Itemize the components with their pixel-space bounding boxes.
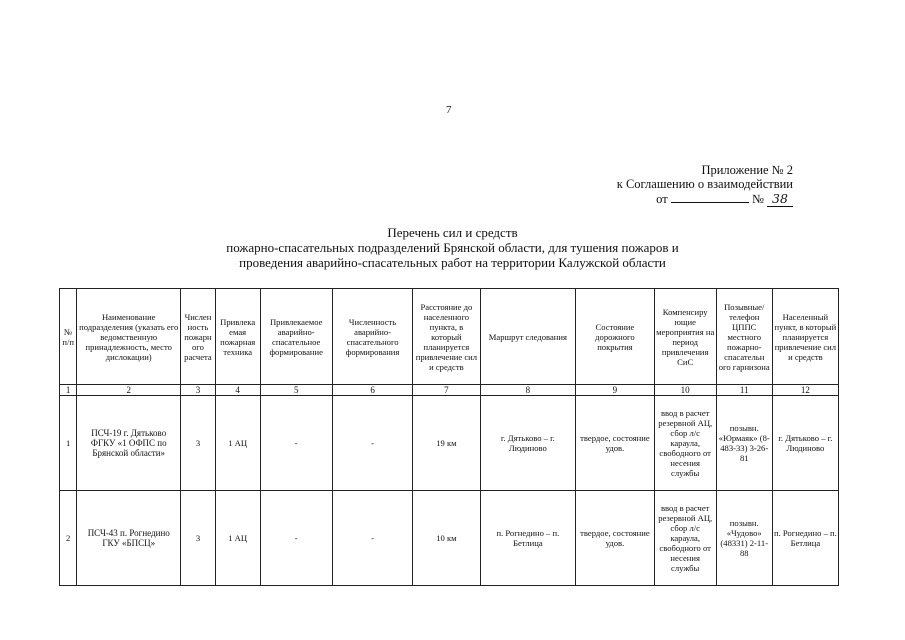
appendix-number-sign: №: [751, 192, 764, 206]
cell-settlement: г. Дятьково – г. Людиново: [772, 396, 838, 491]
cell-equipment: 1 АЦ: [215, 396, 260, 491]
column-number: 6: [332, 385, 412, 396]
cell-route: г. Дятьково – г. Людиново: [480, 396, 576, 491]
header-cell: Расстояние до населенного пункта, в который планируется привлечение сил и средств: [413, 289, 480, 385]
cell-distance: 10 км: [413, 491, 480, 586]
header-cell: Позывные/ телефон ЦППС местного пожарно-спасательн ого гарнизона: [716, 289, 772, 385]
cell-callsign: позывн. «Чудово» (48331) 2-11-88: [716, 491, 772, 586]
title-line-2: пожарно-спасательных подразделений Брянской области, для тушения пожаров и: [226, 240, 679, 255]
cell-crew: 3: [181, 491, 216, 586]
column-number: 8: [480, 385, 576, 396]
title-line-3: проведения аварийно-спасательных работ на территории Калужской области: [239, 255, 666, 270]
cell-crew: 3: [181, 396, 216, 491]
table-header-row: [60, 289, 839, 385]
cell-road: твердое, состояние удов.: [576, 396, 654, 491]
table-row: [60, 396, 839, 491]
header-cell: Маршрут следования: [480, 289, 576, 385]
cell-compensating: ввод в расчет резервной АЦ, сбор л/с караула, свободного от несения службы: [654, 396, 716, 491]
appendix-number-value: 38: [767, 192, 793, 207]
title-line-1: Перечень сил и средств: [387, 225, 518, 240]
header-cell: Наименование подразделения (указать его ведомственную принадлежность, место дислокации): [77, 289, 181, 385]
column-number: 2: [77, 385, 181, 396]
cell-rescue-unit: -: [260, 396, 332, 491]
header-cell: Привлека емая пожарная техника: [215, 289, 260, 385]
cell-rescue-count: -: [332, 491, 412, 586]
document-title: [0, 225, 905, 270]
cell-callsign: позывн. «Юрмаяк» (8-483-33) 3-26-81: [716, 396, 772, 491]
appendix-title: Приложение № 2: [701, 163, 793, 177]
column-number-row: [60, 385, 839, 396]
header-cell: Компенсиру ющие мероприятия на период привлечения СиС: [654, 289, 716, 385]
appendix-date-prefix: от: [656, 192, 668, 206]
column-number: 10: [654, 385, 716, 396]
column-number: 3: [181, 385, 216, 396]
cell-road: твердое, состояние удов.: [576, 491, 654, 586]
cell-unit-name: ПСЧ-19 г. Дятьково ФГКУ «1 ОФПС по Брянской области»: [77, 396, 181, 491]
cell-compensating: ввод в расчет резервной АЦ, сбор л/с караула, свободного от несения службы: [654, 491, 716, 586]
header-cell: Состояние дорожного покрытия: [576, 289, 654, 385]
header-cell: Населенный пункт, в который планируется привлечение сил и средств: [772, 289, 838, 385]
column-number: 12: [772, 385, 838, 396]
appendix-header: [617, 163, 793, 207]
appendix-date-blank: [671, 191, 749, 203]
column-number: 11: [716, 385, 772, 396]
forces-table: [59, 288, 839, 586]
header-cell: № п/п: [60, 289, 77, 385]
appendix-date-line: [617, 191, 793, 207]
appendix-subtitle: к Соглашению о взаимодействии: [616, 177, 793, 191]
column-number: 4: [215, 385, 260, 396]
cell-equipment: 1 АЦ: [215, 491, 260, 586]
cell-num: 2: [60, 491, 77, 586]
header-cell: Численность аварийно-спасательного формирования: [332, 289, 412, 385]
column-number: 7: [413, 385, 480, 396]
cell-unit-name: ПСЧ-43 п. Рогнедино ГКУ «БПСЦ»: [77, 491, 181, 586]
table-row: [60, 491, 839, 586]
header-cell: Привлекаемое аварийно-спасательное формирование: [260, 289, 332, 385]
column-number: 5: [260, 385, 332, 396]
cell-rescue-count: -: [332, 396, 412, 491]
cell-num: 1: [60, 396, 77, 491]
cell-route: п. Рогнедино – п. Бетлица: [480, 491, 576, 586]
cell-settlement: п. Рогнедино – п. Бетлица: [772, 491, 838, 586]
header-cell: Числен ность пожарн ого расчета: [181, 289, 216, 385]
cell-rescue-unit: -: [260, 491, 332, 586]
column-number: 1: [60, 385, 77, 396]
cell-distance: 19 км: [413, 396, 480, 491]
page-number: 7: [446, 104, 452, 116]
column-number: 9: [576, 385, 654, 396]
